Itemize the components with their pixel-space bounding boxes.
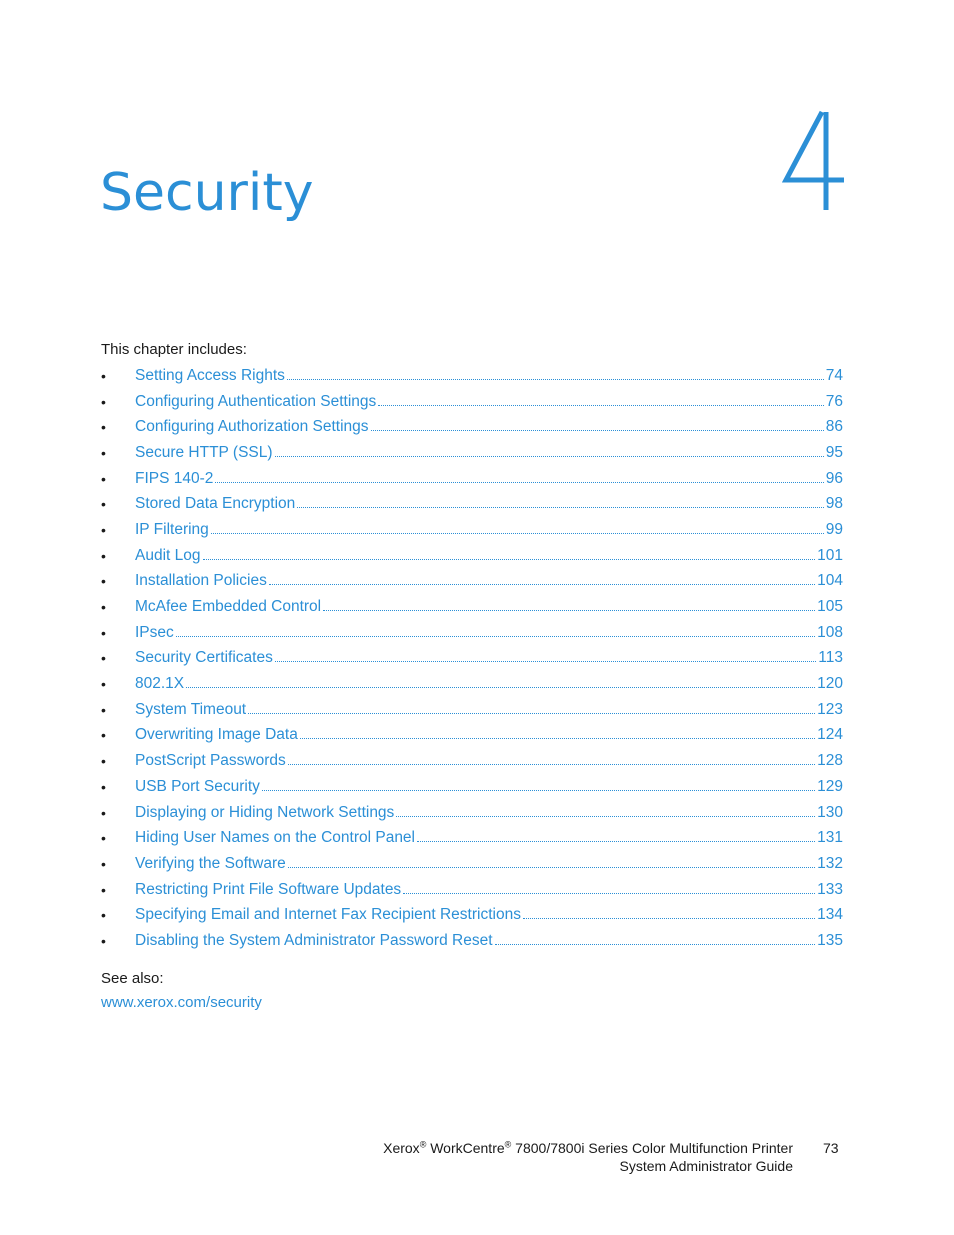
toc-label: FIPS 140-2 <box>135 469 214 487</box>
toc-page-number: 86 <box>825 418 843 436</box>
toc-leader <box>495 944 816 945</box>
bullet-icon: • <box>101 701 106 718</box>
toc-leader <box>378 405 823 406</box>
chapter-title: Security <box>100 163 314 223</box>
see-also-label: See also: <box>101 970 164 987</box>
toc-label: System Timeout <box>135 700 247 718</box>
toc-label: Secure HTTP (SSL) <box>135 443 273 461</box>
toc-item <box>101 517 843 543</box>
toc-page-number: 123 <box>817 700 843 718</box>
footer-product-suffix: 7800/7800i Series Color Multifunction Printer <box>511 1140 793 1156</box>
chapter-number-glyph <box>782 110 846 212</box>
bullet-icon: • <box>101 367 106 384</box>
toc-leader <box>269 584 815 585</box>
toc-link[interactable] <box>135 495 843 513</box>
toc-leader <box>403 893 815 894</box>
bullet-icon: • <box>101 444 106 461</box>
toc-label: Setting Access Rights <box>135 366 285 384</box>
toc-page-number: 98 <box>825 495 843 513</box>
toc-item <box>101 543 843 569</box>
toc-item <box>101 723 843 749</box>
toc-leader <box>297 507 823 508</box>
toc-label: Configuring Authentication Settings <box>135 392 377 410</box>
toc-link[interactable] <box>135 418 843 436</box>
toc-label: IP Filtering <box>135 520 209 538</box>
toc-link[interactable] <box>135 906 843 924</box>
bullet-icon: • <box>101 778 106 795</box>
toc-label: Verifying the Software <box>135 854 286 872</box>
toc-label: Specifying Email and Internet Fax Recipient Restrictions <box>135 906 521 924</box>
toc-leader <box>275 661 816 662</box>
toc-page-number: 134 <box>817 906 843 924</box>
toc-link[interactable] <box>135 778 843 796</box>
toc-item <box>101 569 843 595</box>
toc-leader <box>287 379 824 380</box>
toc-link[interactable] <box>135 829 843 847</box>
toc-item <box>101 594 843 620</box>
toc-page-number: 131 <box>817 829 843 847</box>
footer-registered-mark-2: ® <box>504 1139 512 1150</box>
page-number: 73 <box>823 1140 839 1156</box>
bullet-icon: • <box>101 599 106 616</box>
toc-page-number: 74 <box>825 366 843 384</box>
page-footer <box>383 1139 793 1175</box>
toc-leader <box>288 867 815 868</box>
toc-item <box>101 748 843 774</box>
toc-item <box>101 928 843 954</box>
toc-leader <box>323 610 815 611</box>
toc-label: Overwriting Image Data <box>135 726 298 744</box>
toc-link[interactable] <box>135 804 843 822</box>
bullet-icon: • <box>101 676 106 693</box>
toc-page-number: 133 <box>817 880 843 898</box>
toc-leader <box>211 533 824 534</box>
toc-link[interactable] <box>135 572 843 590</box>
bullet-icon: • <box>101 650 106 667</box>
toc-leader <box>248 713 815 714</box>
toc-page-number: 104 <box>817 572 843 590</box>
toc-item <box>101 851 843 877</box>
footer-product-line <box>383 1139 793 1157</box>
toc-leader <box>417 841 815 842</box>
bullet-icon: • <box>101 881 106 898</box>
toc-item <box>101 697 843 723</box>
toc-leader <box>300 738 815 739</box>
toc-link[interactable] <box>135 624 843 642</box>
chapter-number-text <box>782 212 783 213</box>
chapter-intro: This chapter includes: <box>101 341 247 358</box>
footer-product-name: WorkCentre <box>430 1140 505 1156</box>
toc-item <box>101 646 843 672</box>
toc-label: IPsec <box>135 623 174 641</box>
toc-link[interactable] <box>135 726 843 744</box>
toc-link[interactable] <box>135 675 843 693</box>
toc-label: Security Certificates <box>135 649 273 667</box>
toc-label: Configuring Authorization Settings <box>135 418 369 436</box>
chapter-number <box>782 110 846 212</box>
bullet-icon: • <box>101 624 106 641</box>
toc-link[interactable] <box>135 547 843 565</box>
bullet-icon: • <box>101 830 106 847</box>
toc-page-number: 76 <box>825 392 843 410</box>
toc-leader <box>262 790 815 791</box>
toc-item <box>101 671 843 697</box>
toc-leader <box>176 636 815 637</box>
toc-label: Restricting Print File Software Updates <box>135 880 402 898</box>
table-of-contents <box>101 363 843 954</box>
toc-link[interactable] <box>135 598 843 616</box>
toc-link[interactable] <box>135 752 843 770</box>
toc-label: Stored Data Encryption <box>135 495 296 513</box>
toc-label: Disabling the System Administrator Password Reset <box>135 931 493 949</box>
toc-page-number: 130 <box>817 803 843 821</box>
bullet-icon: • <box>101 496 106 513</box>
toc-leader <box>215 482 823 483</box>
toc-leader <box>275 456 824 457</box>
toc-item <box>101 902 843 928</box>
toc-link[interactable] <box>135 649 843 667</box>
toc-link[interactable] <box>135 932 843 950</box>
toc-label: Installation Policies <box>135 572 267 590</box>
toc-page-number: 96 <box>825 469 843 487</box>
toc-leader <box>288 764 815 765</box>
see-also-link[interactable]: www.xerox.com/security <box>101 994 262 1011</box>
bullet-icon: • <box>101 573 106 590</box>
bullet-icon: • <box>101 932 106 949</box>
toc-item <box>101 466 843 492</box>
toc-item <box>101 800 843 826</box>
toc-page-number: 101 <box>817 546 843 564</box>
toc-label: PostScript Passwords <box>135 752 286 770</box>
footer-registered-mark: ® <box>419 1139 427 1150</box>
toc-label: Displaying or Hiding Network Settings <box>135 803 395 821</box>
toc-page-number: 113 <box>818 649 843 667</box>
toc-leader <box>523 918 815 919</box>
bullet-icon: • <box>101 727 106 744</box>
toc-link[interactable] <box>135 521 843 539</box>
toc-page-number: 132 <box>817 854 843 872</box>
toc-link[interactable] <box>135 393 843 411</box>
toc-page-number: 105 <box>817 598 843 616</box>
footer-guide-title: System Administrator Guide <box>619 1158 793 1174</box>
bullet-icon: • <box>101 804 106 821</box>
toc-item <box>101 877 843 903</box>
bullet-icon: • <box>101 521 106 538</box>
toc-page-number: 95 <box>825 443 843 461</box>
toc-leader <box>371 430 824 431</box>
toc-link[interactable] <box>135 881 843 899</box>
toc-page-number: 124 <box>817 726 843 744</box>
toc-item <box>101 620 843 646</box>
toc-link[interactable] <box>135 367 843 385</box>
toc-label: USB Port Security <box>135 777 260 795</box>
toc-page-number: 128 <box>817 752 843 770</box>
toc-label: Hiding User Names on the Control Panel <box>135 829 415 847</box>
toc-link[interactable] <box>135 855 843 873</box>
toc-link[interactable] <box>135 444 843 462</box>
toc-label: 802.1X <box>135 675 185 693</box>
toc-leader <box>396 816 815 817</box>
toc-item <box>101 774 843 800</box>
toc-link[interactable] <box>135 701 843 719</box>
toc-link[interactable] <box>135 470 843 488</box>
bullet-icon: • <box>101 470 106 487</box>
footer-brand: Xerox <box>383 1140 420 1156</box>
toc-page-number: 99 <box>825 520 843 538</box>
bullet-icon: • <box>101 753 106 770</box>
toc-item <box>101 389 843 415</box>
toc-item <box>101 491 843 517</box>
toc-item <box>101 414 843 440</box>
toc-leader <box>203 559 816 560</box>
toc-page-number: 129 <box>817 777 843 795</box>
bullet-icon: • <box>101 419 106 436</box>
toc-page-number: 135 <box>817 931 843 949</box>
toc-item <box>101 825 843 851</box>
toc-item <box>101 440 843 466</box>
bullet-icon: • <box>101 393 106 410</box>
toc-leader <box>186 687 815 688</box>
toc-page-number: 108 <box>817 623 843 641</box>
bullet-icon: • <box>101 547 106 564</box>
toc-label: McAfee Embedded Control <box>135 598 322 616</box>
bullet-icon: • <box>101 907 106 924</box>
toc-label: Audit Log <box>135 546 201 564</box>
bullet-icon: • <box>101 855 106 872</box>
toc-item <box>101 363 843 389</box>
toc-page-number: 120 <box>817 675 843 693</box>
